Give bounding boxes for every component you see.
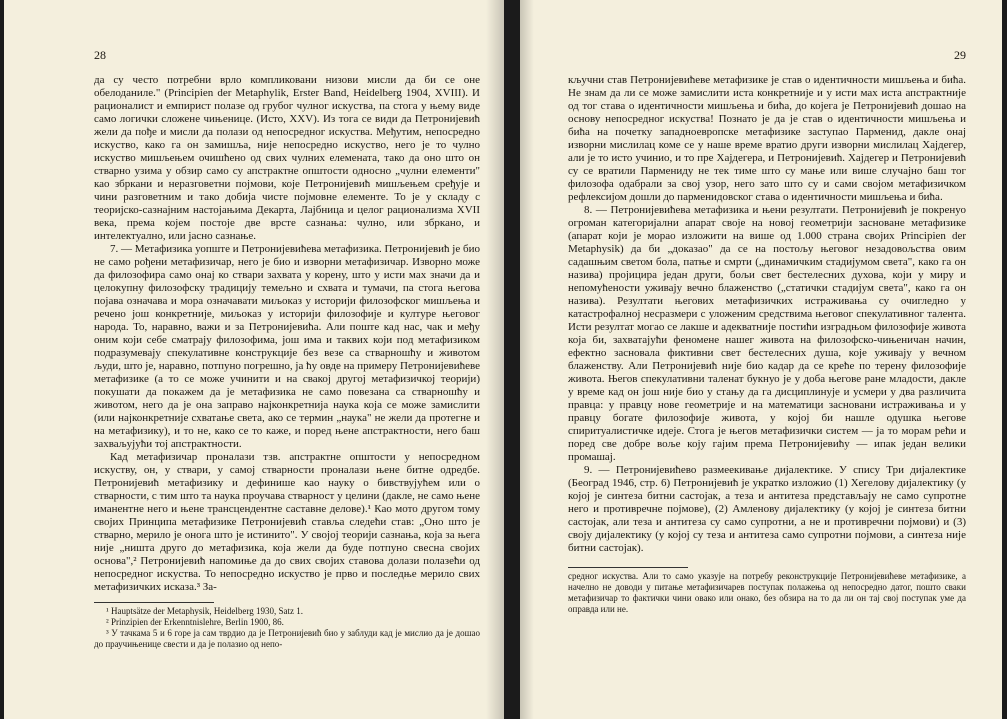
paragraph: кључни став Петронијевићеве метафизике је став о идентичности мишљења и бића. Не знам да ли се може замислити иста конкретније и у исти мах иста апстрактније од тог става о идентичности мишљења и бића, до којега је Петронијевић дошао на основу непосредног искуства! Познато је да је став о идентичности мишљења и бића на почетку западноевропске метафизике заступао Парменид, дакле онај изворни мислилац коме се у наше време вратио други изворни мислилац Хајдегер, али је то исто учинио, и то пре Хајдегера, и Петронијевић. Хајдегер и Петронијевић су се вратили Пармениду не тек тиме што су мање или више случајно баш тог филозофа одабрали за свој узор, него зато што су и сами својом метафизичком рефлексијом дошли до парменидовског става о идентичности мишљења и бића. — [568, 74, 966, 203]
left-page — [4, 0, 504, 719]
footnote: ³ У тачкама 5 и 6 горе ја сам тврдио да је Петронијевић био у заблуди кад је мислио да је дошао до праучињенице свести и да је полазио од непо- — [94, 628, 480, 649]
gutter-shadow — [520, 0, 534, 719]
gutter-shadow — [486, 0, 504, 719]
footnote: ² Prinzipien der Erkenntnislehre, Berlin 1900, 86. — [106, 617, 284, 627]
footnotes — [94, 606, 480, 650]
footnote: ¹ Hauptsätze der Metaphysik, Heidelberg 1930, Satz 1. — [106, 606, 303, 616]
right-page — [520, 0, 1002, 719]
page-number: 28 — [94, 48, 106, 62]
paragraph-section-9: 9. — Петронијевићево размеекивање дијалектике. У спису Три дијалектике (Београд 1946, стр. 6) Петронијевић је укратко изложио (1) Хегелову дијалектику (у којој је синтеза битни састојак, а теза и антитеза представљају не само супротне него и противречне појмове), (2) Амленову дијалектику (у којој је синтеза битни састојак, али теза и антитеза су само супротни, а не и противречни појмови) и (3) своју дијалектику (у којој су теза и антитеза само супротни појмови, а синтеза није битни састојак). — [568, 464, 966, 554]
paragraph-section-8: 8. — Петронијевићева метафизика и њени резултати. Петронијевић је покренуо огроман категоријални апарат своје на новој геометрији засноване метафизике (апарат који је морао изложити на више од 1.000 страна својих Principien der Metaphysik) да би „доказао" да се на постољу његовог незадовољства овим садашњим светом бола, патње и смрти („динамичким стадијумом света", како га он назива) пројицира један други, бољи свет бестелесних духова, који у миру и непомућености уживају вечно блаженство („статички стадијум света", како га он назива). Резултати његових метафизичких истраживања су очигледно у катастрофалној несразмери с уложеним средствима његовог спекулативног талента. Исти резултат могао се лакше и адекватније постићи изградњом филозофије живота која би, захватајући феномене нашег живота на филозофско-чињеничан начин, ефектно засновала фиктивни свет бестелесних душа, које уживају у вечном блаженству. Али Петронијевић није био кадар да се креће по терену филозофије живота. Његов спекулативни таленат букнуо је у доба његове ране младости, дакле у време кад он још није био у стању да га дисциплинује и усмери у два различита правца: у правцу нове геометрије и на математици засновани истраживања и у правцу богате филозофије живота, у којој би нашле одушка његове спиритуалистичке идеје. Стога је његов метафизички систем — ја то морам рећи и поред све добре воље коју гајим према Петронијевићу — ипак један велики промашај. — [568, 204, 966, 463]
paragraph: да су често потребни врло компликовани низови мисли да би се оне обелоданиле." (Principien der Metaphylik, Erster Band, Heidelberg 1904, XVIII). И рационалист и емпирист полазе од грубог чулног искуства, па стога у њему виде само логички сложене чињенице. (Исто, XXV). Из тога се види да Петронијевић жели да пође и мисли да полази од непосредног искуства. Међутим, непосредно искуство, како га он замишља, није непосредно искуство, него је то чулно искуство мишљењем очишћено од свих чулних елемената, тако да оно што он стварно узима у обзир само су апстрактне општости односно „чулни елементи" као збркани и неразговетни појмови, које Петронијевић мишљењем сређује и чини разговетним и тако добија чисте појмовне елементе. То је у складу с теоријско-сазнајним настојањима Декарта, Лајбница и целог рационализма XVII века, према којем постоје две врсте сазнања: чулно, или збркано, и интелектуално, или јасно сазнање. — [94, 74, 480, 242]
footnote-rule — [568, 567, 688, 568]
footnote: средног искуства. Али то само указује на потребу реконструкције Петронијевићеве метафизике, а начелно не доводи у питање метафизичарев поступак полажења од непосредно датог, пошто сваки метафизичар то фактички чини овако или онако, без обзира на то да ли он тај свој поступак уме да оправда или не. — [568, 571, 966, 614]
page-number: 29 — [954, 48, 966, 62]
page-body — [568, 74, 966, 555]
page-body — [94, 74, 480, 594]
paragraph-section-7: 7. — Метафизика уопште и Петронијевићева метафизика. Петронијевић је био не само рођени метафизичар, него је био и изворни метафизичар. Изворно може да филозофира само онај ко ствари захвата у корену, што у исти мах значи да и целокупну филозофску традицију темељно и схвата и тумачи, па стога његова појава означава и мора означавати миљоказ у историји филозофског мишљења и речено још конкретније, миљоказ у историји филозофије и културе његовог народа. То, наравно, важи и за Петронијевића. Али поште кад нас, чак и међу оним који себе сматрају филозофима, још има и таквих који под метафизиком подразумевају спекулативне конструкције без везе са стварношћу и животом људи, што је, наравно, потпуно погрешно, ја ћу овде на примеру Петронијевићеве метафизике (а то се може учинити и на свакој другој метафизичкој теорији) покушати да покажем да је метафизика не само повезана са стварношћу и животом, него да је она заправо најконкретнија наука која се може замислити (или најконкретније схватање света, ако се термин „наука" не жели да протегне и на метафизику), и то не, како се то каже, и поред њене апстрактности, него баш захваљујући тој апстрактности. — [94, 243, 480, 450]
footnotes — [568, 571, 966, 615]
paragraph: Кад метафизичар проналази тзв. апстрактне општости у непосредном искуству, он, у ствари, у самој стварности проналази њене битне одредбе. Петронијевић метафизику и дефинише као науку о бивствујућем или о стварности, с тим што та наука проучава стварност у целини (дакле, не само њене иманентне него и њене трансцендентне саставне делове).¹ Као мото другом тому својих Принципа метафизике Петронијевић ставља следећи став: „Оно што је стварно, мерило је онога што је истинито". У својој теорији сазнања, која за њега није „ништа друго до метафизика, која жели да буде потпуно свесна својих основа",² Петронијевић напомиње да до свих својих ставова долази полазећи од непосредног искуства. То непосредно искуство је прво и последње мерило свих метафизичких исказа.³ За- — [94, 451, 480, 593]
footnote-rule — [94, 602, 214, 603]
